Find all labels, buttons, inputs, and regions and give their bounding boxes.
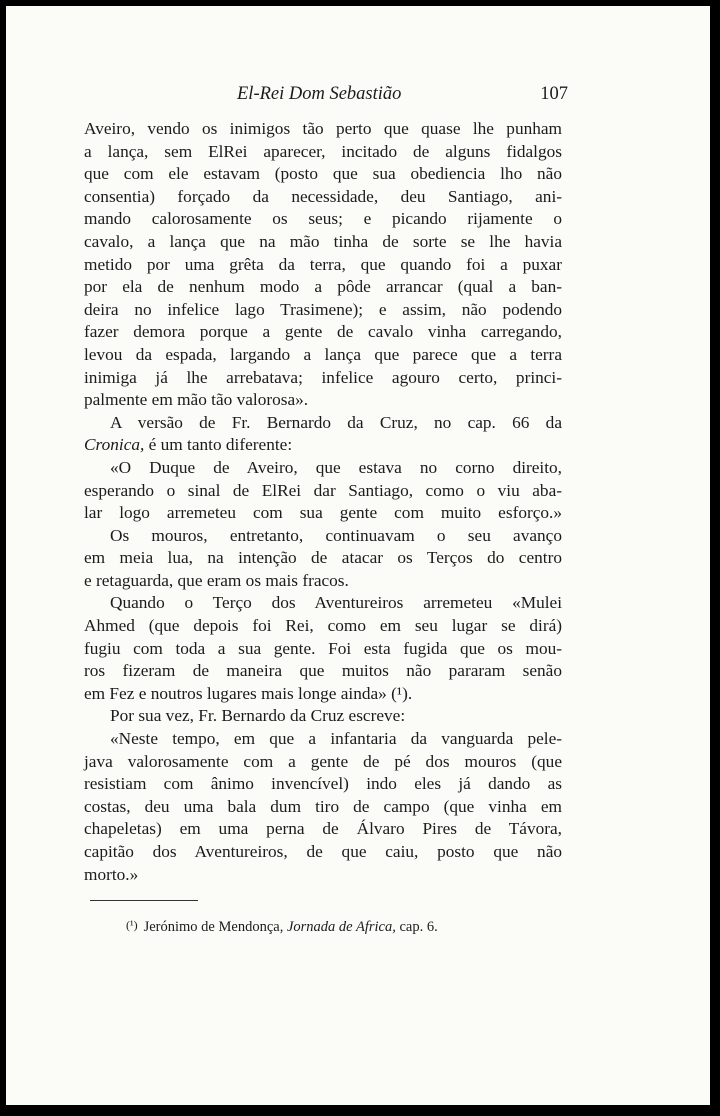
footnote-author: Jerónimo de Mendonça, bbox=[143, 919, 284, 935]
text-line: resistiam com ânimo invencível) indo eles já dando as bbox=[84, 774, 562, 794]
text-line: ros fizeram de maneira que muitos não pararam senão bbox=[84, 661, 562, 681]
text-line: Os mouros, entretanto, continuavam o seu avanço bbox=[110, 525, 562, 545]
body-text bbox=[84, 118, 562, 886]
book-title: Cronica, bbox=[84, 435, 145, 455]
page-number: 107 bbox=[540, 84, 568, 104]
text-line bbox=[84, 434, 562, 457]
text-line: a lança, sem ElRei aparecer, incitado de alguns fidalgos bbox=[84, 141, 562, 161]
text-line: esperando o sinal de ElRei dar Santiago, como o viu aba- bbox=[84, 480, 562, 500]
text-line: fazer demora porque a gente de cavalo vinha carregando, bbox=[84, 322, 562, 342]
footnote-reference: cap. 6. bbox=[399, 919, 438, 935]
text-line: por ela de nenhum modo a pôde arrancar (qual a ban- bbox=[84, 277, 562, 297]
text-line: «O Duque de Aveiro, que estava no corno direito, bbox=[110, 457, 562, 477]
page-header bbox=[90, 76, 568, 116]
text-line: em Fez e noutros lugares mais longe ainda» (¹). bbox=[84, 683, 413, 703]
footnote-title: Jornada de Africa, bbox=[286, 919, 396, 935]
text-line: Ahmed (que depois foi Rei, como em seu lugar se dirá) bbox=[84, 616, 562, 636]
footnote-divider bbox=[90, 900, 198, 901]
text-line: cavalo, a lança que na mão tinha de sorte se lhe havia bbox=[84, 231, 562, 251]
text-line: morto.» bbox=[84, 864, 139, 884]
text-line: lar logo arremeteu com sua gente com muito esforço.» bbox=[84, 503, 562, 523]
text-line: em meia lua, na intenção de atacar os Terços do centro bbox=[84, 548, 562, 568]
running-title: El-Rei Dom Sebastião bbox=[237, 84, 402, 104]
text-line: fugiu com toda a sua gente. Foi esta fugida que os mou- bbox=[84, 638, 562, 658]
footnote bbox=[126, 918, 438, 936]
text-line: inimiga já lhe arrebatava; infelice agouro certo, princi- bbox=[84, 367, 562, 387]
text-line: que com ele estavam (posto que sua obediencia lho não bbox=[84, 164, 562, 184]
text-line: deira no infelice lago Trasimene); e assim, não podendo bbox=[84, 299, 562, 319]
text-fragment: é um tanto diferente: bbox=[144, 435, 293, 455]
text-line: A versão de Fr. Bernardo da Cruz, no cap. 66 da bbox=[110, 412, 562, 432]
text-line: Por sua vez, Fr. Bernardo da Cruz escreve: bbox=[110, 706, 406, 726]
text-line: e retaguarda, que eram os mais fracos. bbox=[84, 570, 349, 590]
text-line: costas, deu uma bala dum tiro de campo (que vinha em bbox=[84, 796, 562, 816]
text-line: consentia) forçado da necessidade, deu Santiago, ani- bbox=[84, 186, 562, 206]
text-line: capitão dos Aventureiros, de que caiu, posto que não bbox=[84, 842, 562, 861]
text-line: Aveiro, vendo os inimigos tão perto que quase lhe punham bbox=[84, 119, 562, 138]
text-line: mando calorosamente os seus; e picando rijamente o bbox=[84, 209, 562, 229]
text-line: java valorosamente com a gente de pé dos mouros (que bbox=[84, 751, 562, 771]
text-line: metido por uma grêta da terra, que quando foi a puxar bbox=[84, 254, 562, 274]
text-line: levou da espada, largando a lança que parece que a terra bbox=[84, 344, 562, 364]
text-line: «Neste tempo, em que a infantaria da vanguarda pele- bbox=[110, 729, 562, 749]
footnote-marker: (¹) bbox=[126, 918, 138, 932]
text-line: palmente em mão tão valorosa». bbox=[84, 390, 309, 410]
text-line: Quando o Terço dos Aventureiros arremeteu «Mulei bbox=[110, 593, 562, 613]
text-line: chapeletas) em uma perna de Álvaro Pires de Távora, bbox=[84, 819, 562, 839]
